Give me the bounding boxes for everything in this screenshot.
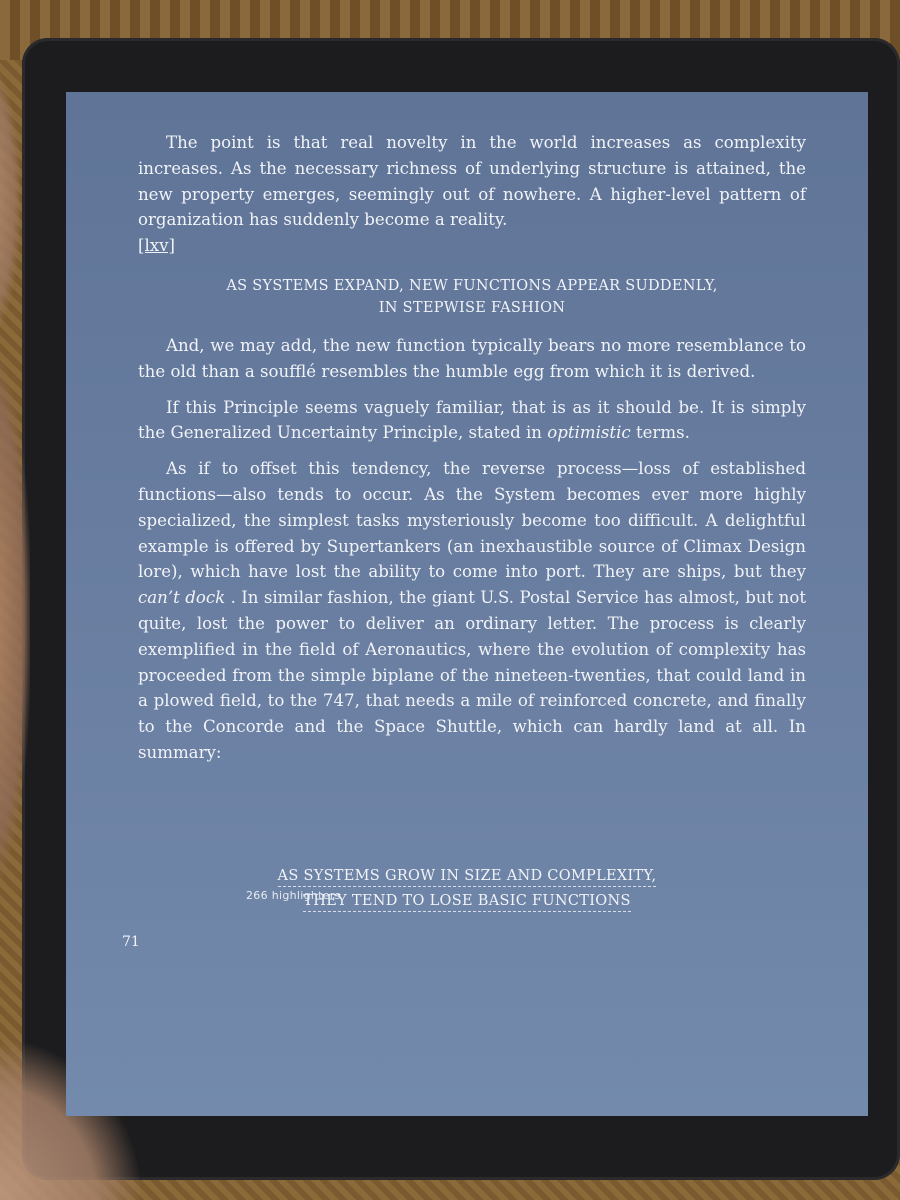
ereader-screen[interactable] <box>66 92 868 1116</box>
paragraph-1[interactable] <box>138 130 806 259</box>
paragraph-4-text-a: As if to offset this tendency, the reverse process—loss of established functions—also tends to occur. As the System becomes ever more highly specialized, the simplest tasks mysteriously become too difficult. A delightful example is offered by Supertankers (an inexhaustible source of Climax Design lore), which have lost the ability to come into port. They are ships, but they <box>138 459 806 582</box>
paragraph-4[interactable] <box>138 456 806 766</box>
paragraph-4-text-b: . In similar fashion, the giant U.S. Postal Service has almost, but not quite, lost the power to deliver an ordinary letter. The process is clearly exemplified in the field of Aeronautics, where the evolution of complexity has proceeded from the simple biplane of the nineteen-twenties, that could land in a plowed field, to the 747, that needs a mile of reinforced concrete, and finally to the Concorde and the Space Shuttle, which can hardly land at all. In summary: <box>138 588 806 762</box>
principle-heading-1-line2: IN STEPWISE FASHION <box>378 299 566 316</box>
principle-heading-1 <box>138 275 806 319</box>
footnote-link[interactable]: [lxv] <box>138 236 175 256</box>
page-number: 71 <box>122 934 140 950</box>
popular-highlight[interactable] <box>66 868 868 912</box>
finger <box>0 360 30 880</box>
principle-heading-1-line1: AS SYSTEMS EXPAND, NEW FUNCTIONS APPEAR SUDDENLY, <box>226 277 718 294</box>
paragraph-4-emphasis: can’t dock <box>138 588 226 608</box>
book-text[interactable] <box>138 130 806 766</box>
paragraph-2[interactable]: And, we may add, the new function typically bears no more resemblance to the old than a soufflé resembles the humble egg from which it is derived. <box>138 335 806 381</box>
paragraph-3[interactable] <box>138 395 806 447</box>
paragraph-1-text: The point is that real novelty in the world increases as complexity increases. As the necessary richness of underlying structure is attained, the new property emerges, seemingly out of nowhere. A higher-level pattern of organization has suddenly become a reality. <box>138 133 806 230</box>
paragraph-3-text-a: If this Principle seems vaguely familiar, that is as it should be. It is simply the Generalized Uncertainty Principle, stated in <box>138 397 806 443</box>
highlighters-count: 266 highlighters <box>246 889 341 902</box>
principle-heading-2-line1[interactable]: AS SYSTEMS GROW IN SIZE AND COMPLEXITY, <box>278 868 657 887</box>
principle-heading-2-line2[interactable]: THEY TEND TO LOSE BASIC FUNCTIONS <box>303 893 630 912</box>
paragraph-3-emphasis: optimistic <box>547 423 631 443</box>
paragraph-3-text-b: terms. <box>630 423 690 443</box>
finger <box>0 60 20 340</box>
